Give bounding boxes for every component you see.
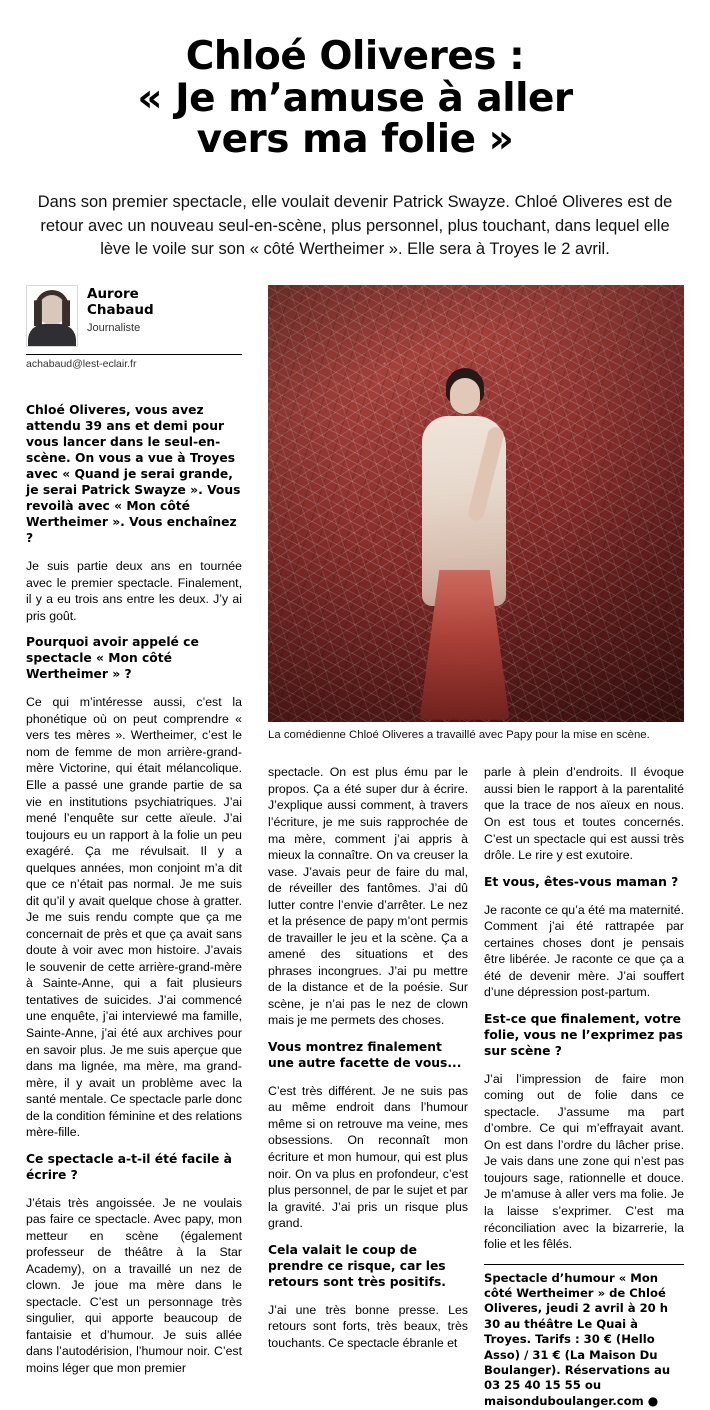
event-info-box: [484, 1264, 684, 1410]
page-title: [26, 36, 684, 161]
byline-name-line-1: Aurore: [87, 286, 139, 303]
answer-7: J’ai l’impression de faire mon coming out de folie dans ce spectacle. J’assume ma part d’ombre. Ce qui m’effrayait avant. On est dans l’ordre du lâcher prise. Je vais dans une zone qui n’est pas toujours sage, rationnelle et douce. Je m’amuse à aller vers ma folie. Je la laisse s’exprimer. C’est ma réconciliation avec la bizarrerie, la folie et les fêlés.: [484, 1071, 684, 1252]
answer-3: J’étais très angoissée. Je ne voulais pas faire ce spectacle. Avec papy, mon metteur en scène (également professeur de théâtre à la Star Academy), on a travaillé un nez de clown. Je joue ma mère dans le spectacle. C’est un personnage très singulier, qui apporte beaucoup de fantaisie et d’humour. Je suis allée dans l’autodérision, l’humour noir. C’est moins léger que mon premier: [26, 1195, 242, 1375]
article-photo: [268, 285, 684, 722]
answer-2: Ce qui m’intéresse aussi, c’est la phonétique où on peut comprendre « vers tes mères ». Wertheimer, c’est le nom de femme de mon arrière-grand-mère Victorine, qui était mélancolique. Elle a passé une grande partie de sa vie en institutions psychiatriques. J’ai mené l’enquête sur cette aïeule. J’ai toujours eu un rapport à la folie un peu exagéré. Ça me révulsait. Il y a quelques années, mon conjoint m’a dit que ce n’était pas normal. Je me suis dit qu’il y avait quelque chose à gratter. Je me suis rendu compte que ça me concernait de près et que ça avait sans doute à voir avec mon histoire. J’avais le souvenir de cette arrière-grand-mère à Sainte-Anne, qui a fait plusieurs tentatives de suicides. J’ai commencé une enquête, j’ai interviewé ma famille, Sainte-Anne, j’ai été aux archives pour en savoir plus. Je me suis aperçue que dans ma lignée, ma mère, ma grand-mère, il y avait un problème avec la santé mentale. Ce spectacle parle donc de la condition féminine et des relations mère-fille.: [26, 695, 243, 1140]
byline-name-line-2: Chabaud: [87, 302, 154, 319]
answer-6: Je raconte ce qu’a été ma maternité. Comment j’ai été rattrapée par certaines choses dont je pensais être libérée. Je raconte ce que ça a été de devenir mère. J’ai souffert d’une dépression post-partum.: [484, 902, 684, 1000]
article-body: [26, 285, 684, 1408]
event-info-text: Spectacle d’humour « Mon côté Wertheimer » de Chloé Oliveres, jeudi 2 avril à 20 h 30 au théâtre Le Quai à Troyes. Tarifs : 30 € (Hello Asso) / 31 € (La Maison Du Boulanger). Réservations au 03 25 40 15 55 ou maisonduboulanger.com: [484, 1270, 671, 1408]
answer-5: J’ai une très bonne presse. Les retours sont forts, très beaux, très touchants. Ce spectacle ébranle et: [268, 1302, 468, 1350]
article-photo-block: [268, 285, 684, 743]
answer-4: C’est très différent. Je ne suis pas au même endroit dans l’humour même si on retrouve ma veine, mes obsessions. On reconnaît mon écriture et mon humour, qui est plus noir. On va plus en profondeur, c’est plus personnel, de par le sujet et par la gravité. J’ai pris un risque plus grand.: [268, 1083, 468, 1231]
question-7: Est-ce que finalement, votre folie, vous ne l’exprimez pas sur scène ?: [484, 1011, 683, 1058]
column-3: [484, 764, 684, 1409]
question-6: Et vous, êtes-vous maman ?: [484, 874, 679, 889]
question-3: Ce spectacle a-t-il été facile à écrire ?: [26, 1151, 232, 1182]
question-5: Cela valait le coup de prendre ce risque, car les retours sont très positifs.: [268, 1242, 446, 1289]
answer-5-continued: parle à plein d’endroits. Il évoque aussi bien le rapport à la parentalité que la trace de nos aïeux en nous. On est tous et toutes concernés. C’est un spectacle qui est aussi très drôle. Le rire y est exutoire.: [484, 765, 684, 863]
photo-caption: La comédienne Chloé Oliveres a travaillé avec Papy pour la mise en scène.: [268, 729, 650, 742]
headline-line-1: Chloé Oliveres :: [185, 34, 525, 79]
standfirst: Dans son premier spectacle, elle voulait devenir Patrick Swayze. Chloé Oliveres est de retour avec un nouveau seul-en-scène, plus personnel, plus touchant, dans lequel elle lève le voile sur son « côté Wertheimer ». Elle sera à Troyes le 2 avril.: [37, 193, 673, 258]
byline: [26, 285, 242, 347]
end-bullet-icon: ●: [647, 1393, 659, 1408]
question-4: Vous montrez finalement une autre facette de vous...: [268, 1039, 462, 1070]
question-1: Chloé Oliveres, vous avez attendu 39 ans et demi pour vous lancer dans le seul-en-scène. On vous a vue à Troyes avec « Quand je serai grande, je serai Patrick Swayze ». Vous revoilà avec « Mon côté Wertheimer ». Vous enchaînez ?: [26, 403, 241, 546]
byline-role: Journaliste: [87, 322, 141, 335]
question-2: Pourquoi avoir appelé ce spectacle « Mon côté Wertheimer » ?: [26, 635, 199, 682]
answer-3-continued: spectacle. On est plus ému par le propos. Ça a été super dur à écrire. J’explique aussi comment, à travers l’écriture, je me suis rapprochée de ma mère, comment j’ai appris à mieux la connaître. On va creuser la vase. J’avais peur de faire du mal, de réveiller des fantômes. J’ai dû lutter contre l’envie d’arrêter. Le nez et la présence de papy m’ont permis de travailler le jeu et la scène. Ça a amené des situations et des phrases incongrues. J’ai pu mettre de la distance et de la poésie. Sur scène, je n’ai pas le nez de clown mais je me permets des choses.: [268, 765, 468, 1028]
column-2: [268, 764, 468, 1362]
byline-email: achabaud@lest-eclair.fr: [26, 354, 242, 370]
headline-line-3: vers ma folie »: [196, 117, 514, 163]
headline-line-2: « Je m’amuse à aller: [137, 75, 573, 121]
avatar: [26, 285, 78, 347]
column-1: [26, 403, 242, 1387]
answer-1: Je suis partie deux ans en tournée avec le premier spectacle. Finalement, il y a eu trois ans entre les deux. J’y ai pris goût.: [26, 559, 242, 623]
